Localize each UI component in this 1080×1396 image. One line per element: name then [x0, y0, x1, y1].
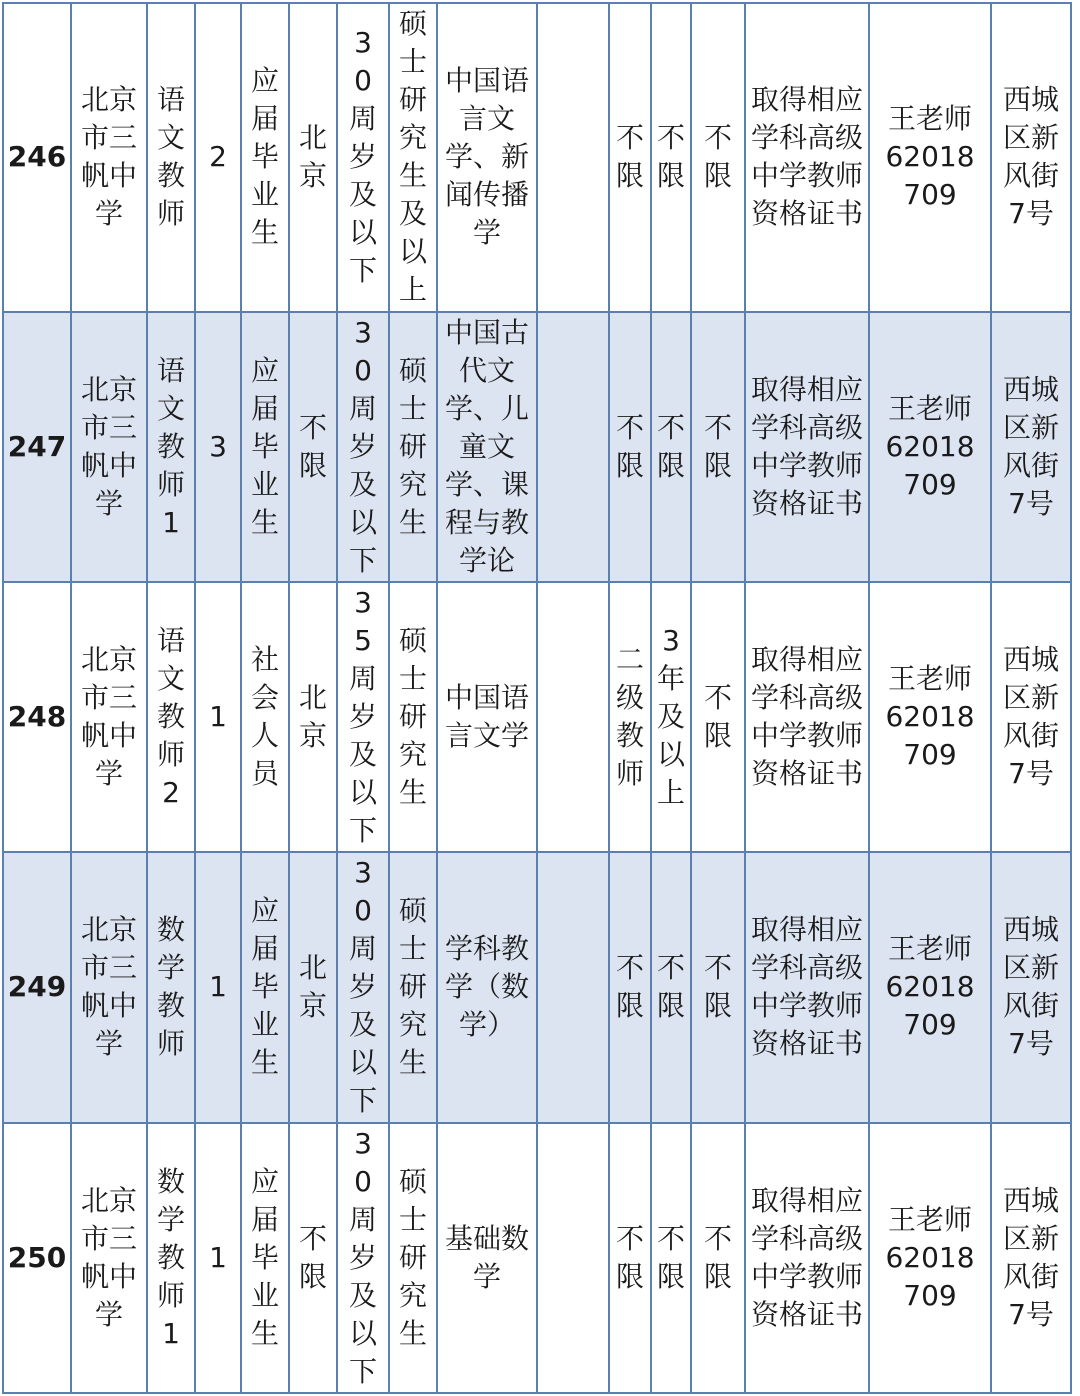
age-requirement: 30周岁及以下 [348, 856, 377, 1118]
age-requirement: 30周岁及以下 [348, 1126, 377, 1388]
education-cell [389, 582, 437, 852]
hukou-cell [289, 3, 337, 312]
job-id-cell [3, 312, 71, 582]
candidate-type: 社会人员 [250, 643, 279, 791]
age-cell [337, 582, 389, 852]
other-cell [691, 3, 745, 312]
job-id: 248 [7, 700, 67, 734]
position-name: 语文教师1 [156, 353, 185, 539]
education-requirement: 硕士研究生 [398, 894, 427, 1080]
contact-info: 王老师62018709 [885, 932, 975, 1042]
count-cell [195, 582, 241, 852]
age-cell [337, 1123, 389, 1393]
contact-info: 王老师62018709 [885, 662, 975, 772]
other-requirement: 不限 [703, 951, 732, 1023]
headcount: 1 [209, 1240, 227, 1274]
major-cell [437, 1123, 537, 1393]
table-row [3, 3, 1071, 312]
headcount: 1 [209, 970, 227, 1004]
certificate-requirement: 取得相应学科高级中学教师资格证书 [750, 372, 863, 520]
education-requirement: 硕士研究生 [398, 353, 427, 539]
hukou-cell [289, 582, 337, 852]
table-row [3, 852, 1071, 1122]
experience-requirement: 不限 [656, 121, 685, 193]
table-row [3, 582, 1071, 852]
experience-requirement: 不限 [656, 410, 685, 482]
other-requirement: 不限 [703, 121, 732, 193]
address: 西城区新风街7号 [1003, 372, 1060, 520]
other-requirement: 不限 [703, 410, 732, 482]
candidate-type-cell [241, 3, 289, 312]
contact-info: 王老师62018709 [885, 102, 975, 212]
position-name: 语文教师2 [156, 624, 185, 810]
hukou-requirement: 北京 [298, 951, 327, 1023]
job-id: 247 [7, 429, 67, 463]
job-id: 250 [7, 1240, 67, 1274]
headcount: 3 [209, 429, 227, 463]
hukou-requirement: 不限 [298, 1221, 327, 1293]
age-cell [337, 852, 389, 1122]
blank-cell [537, 1123, 609, 1393]
education-cell [389, 3, 437, 312]
blank-cell [537, 3, 609, 312]
school-cell [71, 852, 147, 1122]
title-cell [609, 582, 651, 852]
contact-info: 王老师62018709 [885, 391, 975, 501]
major-requirement: 中国古代文学、儿童文学、课程与教学论 [444, 315, 529, 577]
school-cell [71, 3, 147, 312]
title-cell [609, 312, 651, 582]
title-requirement: 二级教师 [615, 643, 644, 791]
contact-cell [869, 3, 991, 312]
other-cell [691, 852, 745, 1122]
experience-requirement: 3年及以上 [656, 624, 685, 810]
education-requirement: 硕士研究生 [398, 624, 427, 810]
table-row [3, 312, 1071, 582]
age-cell [337, 312, 389, 582]
position-cell [147, 582, 195, 852]
school-name: 北京市三帆中学 [80, 372, 137, 520]
blank-cell [537, 312, 609, 582]
position-name: 语文教师 [156, 83, 185, 231]
count-cell [195, 3, 241, 312]
address-cell [991, 582, 1071, 852]
hukou-requirement: 北京 [298, 121, 327, 193]
experience-cell [651, 1123, 691, 1393]
candidate-type: 应届毕业生 [250, 353, 279, 539]
blank-cell [537, 582, 609, 852]
count-cell [195, 312, 241, 582]
position-cell [147, 1123, 195, 1393]
age-requirement: 30周岁及以下 [348, 26, 377, 288]
contact-cell [869, 1123, 991, 1393]
major-cell [437, 312, 537, 582]
headcount: 1 [209, 700, 227, 734]
position-cell [147, 852, 195, 1122]
major-cell [437, 852, 537, 1122]
other-requirement: 不限 [703, 681, 732, 753]
title-cell [609, 852, 651, 1122]
experience-requirement: 不限 [656, 1221, 685, 1293]
hukou-cell [289, 1123, 337, 1393]
table-body [3, 3, 1071, 1393]
hukou-cell [289, 312, 337, 582]
education-cell [389, 312, 437, 582]
hukou-requirement: 北京 [298, 681, 327, 753]
education-requirement: 硕士研究生及以上 [398, 7, 427, 307]
certificate-requirement: 取得相应学科高级中学教师资格证书 [750, 83, 863, 231]
title-requirement: 不限 [615, 1221, 644, 1293]
school-cell [71, 312, 147, 582]
school-name: 北京市三帆中学 [80, 1183, 137, 1331]
education-cell [389, 852, 437, 1122]
job-id-cell [3, 582, 71, 852]
address: 西城区新风街7号 [1003, 643, 1060, 791]
experience-cell [651, 3, 691, 312]
certificate-cell [745, 1123, 869, 1393]
position-name: 数学教师 [156, 913, 185, 1061]
recruitment-table [2, 2, 1072, 1394]
school-name: 北京市三帆中学 [80, 83, 137, 231]
hukou-cell [289, 852, 337, 1122]
contact-cell [869, 312, 991, 582]
contact-info: 王老师62018709 [885, 1202, 975, 1312]
address: 西城区新风街7号 [1003, 913, 1060, 1061]
certificate-requirement: 取得相应学科高级中学教师资格证书 [750, 913, 863, 1061]
experience-cell [651, 582, 691, 852]
other-cell [691, 312, 745, 582]
position-cell [147, 312, 195, 582]
address: 西城区新风街7号 [1003, 83, 1060, 231]
candidate-type-cell [241, 852, 289, 1122]
certificate-cell [745, 3, 869, 312]
education-requirement: 硕士研究生 [398, 1164, 427, 1350]
address-cell [991, 3, 1071, 312]
job-id-cell [3, 1123, 71, 1393]
major-cell [437, 3, 537, 312]
address: 西城区新风街7号 [1003, 1183, 1060, 1331]
candidate-type-cell [241, 582, 289, 852]
major-requirement: 学科教学（数学） [444, 932, 529, 1042]
certificate-cell [745, 852, 869, 1122]
certificate-cell [745, 312, 869, 582]
title-cell [609, 1123, 651, 1393]
title-requirement: 不限 [615, 951, 644, 1023]
other-cell [691, 582, 745, 852]
age-cell [337, 3, 389, 312]
candidate-type: 应届毕业生 [250, 1164, 279, 1350]
age-requirement: 30周岁及以下 [348, 315, 377, 577]
candidate-type: 应届毕业生 [250, 64, 279, 250]
experience-cell [651, 312, 691, 582]
certificate-requirement: 取得相应学科高级中学教师资格证书 [750, 1183, 863, 1331]
job-id: 246 [7, 140, 67, 174]
other-requirement: 不限 [703, 1221, 732, 1293]
school-name: 北京市三帆中学 [80, 643, 137, 791]
position-name: 数学教师1 [156, 1164, 185, 1350]
contact-cell [869, 852, 991, 1122]
table-row [3, 1123, 1071, 1393]
major-requirement: 中国语言文学、新闻传播学 [444, 64, 529, 250]
other-cell [691, 1123, 745, 1393]
position-cell [147, 3, 195, 312]
count-cell [195, 852, 241, 1122]
experience-cell [651, 852, 691, 1122]
major-requirement: 基础数学 [444, 1221, 529, 1293]
address-cell [991, 312, 1071, 582]
job-id: 249 [7, 970, 67, 1004]
contact-cell [869, 582, 991, 852]
certificate-requirement: 取得相应学科高级中学教师资格证书 [750, 643, 863, 791]
address-cell [991, 852, 1071, 1122]
count-cell [195, 1123, 241, 1393]
candidate-type-cell [241, 312, 289, 582]
education-cell [389, 1123, 437, 1393]
age-requirement: 35周岁及以下 [348, 586, 377, 848]
major-cell [437, 582, 537, 852]
title-cell [609, 3, 651, 312]
title-requirement: 不限 [615, 410, 644, 482]
candidate-type-cell [241, 1123, 289, 1393]
school-name: 北京市三帆中学 [80, 913, 137, 1061]
headcount: 2 [209, 140, 227, 174]
school-cell [71, 582, 147, 852]
job-id-cell [3, 3, 71, 312]
title-requirement: 不限 [615, 121, 644, 193]
school-cell [71, 1123, 147, 1393]
address-cell [991, 1123, 1071, 1393]
major-requirement: 中国语言文学 [444, 681, 529, 753]
blank-cell [537, 852, 609, 1122]
job-id-cell [3, 852, 71, 1122]
certificate-cell [745, 582, 869, 852]
hukou-requirement: 不限 [298, 410, 327, 482]
experience-requirement: 不限 [656, 951, 685, 1023]
candidate-type: 应届毕业生 [250, 894, 279, 1080]
